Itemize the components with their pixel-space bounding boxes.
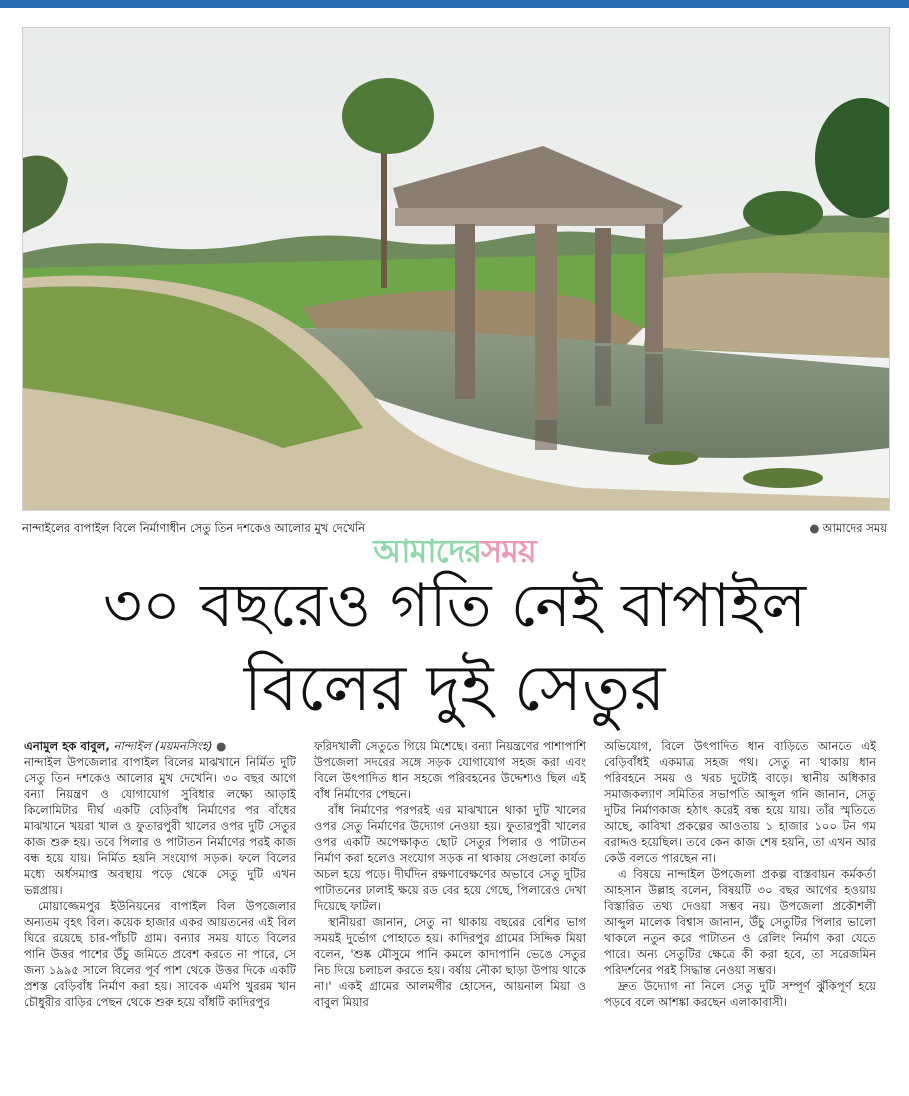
paragraph: এ বিষয়ে নান্দাইল উপজেলা প্রকল্প বাস্তবায়ন কর্মকর্তা আহসান উল্লাহ বলেন, বিষয়টি ৩০ বছর আগের হওয়ায় বিস্তারিত তথ্য দেওয়া সম্ভব নয়। উপজেলা প্রকৌশলী আব্দুল মালেক বিশ্বাস জানান, উঁচু সেতুটির পিলার ভালো থাকলে নতুন করে পাটাতন ও রেলিং নির্মাণ করা যেতে পারে। অন্য সেতুটির ক্ষেত্রে কী করা হবে, তা সরেজমিন পরিদর্শনের পরই সিদ্ধান্ত নেওয়া সম্ভব। <box>604 867 876 977</box>
bridge-photo-illustration <box>23 28 889 510</box>
top-color-rule <box>0 0 909 8</box>
article-column-2 <box>314 738 586 1093</box>
byline <box>24 738 296 754</box>
article-column-1 <box>24 738 296 1093</box>
watermark-part-2: সময় <box>480 532 536 570</box>
paragraph: বাঁধ নির্মাণের পরপরই এর মাঝখানে থাকা দুটি খালের ওপর সেতু নির্মাণের উদ্যোগ নেওয়া হয়। ফুতারপুরী খালের ওপর একটি অপেক্ষাকৃত ছোট সেতুর পিলার ও পাটাতন নির্মাণ করা হলেও সংযোগ সড়ক না থাকায় সেগুলো কার্যত অচল হয়ে পড়ে। দীর্ঘদিন রক্ষণাবেক্ষণের অভাবে সেতু দুটির পাটাতনের ঢালাই ক্ষয়ে রড বের হয়ে গেছে, পিলারেও দেখা দিয়েছে ফাটল। <box>314 803 586 913</box>
byline-location: নান্দাইল (ময়মনসিংহ) <box>113 739 213 753</box>
paragraph: মোয়াজ্জেমপুর ইউনিয়নের বাপাইল বিল উপজেলার অন্যতম বৃহৎ বিল। কয়েক হাজার একর আয়তনের এই বিল ঘিরে রয়েছে চার-পাঁচটি গ্রাম। বন্যার সময় যাতে বিলের পানি উত্তর পাশের উঁচু জমিতে প্রবেশ করতে না পারে, সে জন্য ১৯৯৫ সালে বিলের পূর্ব পাশ থেকে উত্তর দিকে একটি প্রশস্ত বেড়িবাঁধ নির্মাণ করা হয়। সাবেক এমপি খুররম খান চৌধুরীর বাড়ির পেছন থেকে শুরু হয়ে বাঁধটি কাদিরপুর <box>24 899 296 1009</box>
paragraph: নান্দাইল উপজেলার বাপাইল বিলের মাঝখানে নির্মিত দুটি সেতু তিন দশকেও আলোর মুখ দেখেনি। ৩০ বছর আগে বন্যা নিয়ন্ত্রণ ও যোগাযোগ সুবিধার লক্ষ্যে আড়াই কিলোমিটার দীর্ঘ একটি বেড়িবাঁধ নির্মাণের পর বাঁধের মাঝখানে খয়রা খাল ও ফুতারপুরী খালের ওপর দুটি সেতুর কাজ শুরু হয়। তবে পিলার ও পাটাতন নির্মাণের পরই কাজ বন্ধ হয়ে যায়। নির্মিত হয়নি সংযোগ সড়ক। ফলে বিলের মধ্যে অর্ধসমাপ্ত অবস্থায় পড়ে থেকে সেতু দুটি এখন ভগ্নপ্রায়। <box>24 755 296 897</box>
paragraph: ফরিদখালী সেতুতে গিয়ে মিশেছে। বন্যা নিয়ন্ত্রণের পাশাপাশি উপজেলা সদরের সঙ্গে সড়ক যোগাযোগ সহজ করা এবং বিলে উৎপাদিত ধান সহজে পরিবহনের উদ্দেশ্যও ছিল এই বাঁধ নির্মাণের পেছনে। <box>314 739 586 801</box>
headline-line-2: বিলের দুই সেতুর <box>243 652 666 726</box>
credit-bullet-icon: ● <box>809 521 820 535</box>
byline-bullet-icon: ● <box>216 739 227 753</box>
photo-credit-text: আমাদের সময় <box>822 521 887 535</box>
paragraph: দ্রুত উদ্যোগ না নিলে সেতু দুটি সম্পূর্ণ ঝুঁকিপূর্ণ হয়ে পড়বে বলে আশঙ্কা করছেন এলাকাবাসী। <box>604 979 876 1009</box>
watermark-part-1: আমাদের <box>373 532 481 570</box>
paragraph: স্থানীয়রা জানান, সেতু না থাকায় বছরের বেশির ভাগ সময়ই দুর্ভোগ পোহাতে হয়। কাদিরপুর গ্রামের সিদ্দিক মিয়া বলেন, 'শুষ্ক মৌসুমে পানি কমলে কাদাপানি ভেঙে সেতুর নিচ দিয়ে চলাচল করতে হয়। বর্ষায় নৌকা ছাড়া উপায় থাকে না।' একই গ্রামের আলমগীর হোসেন, আয়নাল মিয়া ও বাবুল মিয়ার <box>314 915 586 1009</box>
photo-caption: নান্দাইলের বাপাইল বিলে নির্মাণাধীন সেতু তিন দশকেও আলোর মুখ দেখেনি <box>22 521 366 535</box>
byline-name: এনামুল হক বাবুল, <box>24 739 110 753</box>
headline-line-1: ৩০ বছরেও গতি নেই বাপাইল <box>102 571 807 641</box>
paragraph: অভিযোগ, বিলে উৎপাদিত ধান বাড়িতে আনতে এই বেড়িবাঁধই একমাত্র সহজ পথ। সেতু না থাকায় ধান পরিবহনে সময় ও খরচ দুটোই বাড়ে। স্থানীয় অধিকার সমাজকল্যাণ সমিতির সভাপতি আব্দুল গনি জানান, সেতু দুটির নির্মাণকাজ হঠাৎ করেই বন্ধ হয়ে যায়। তাঁর স্মৃতিতে আছে, কাবিখা প্রকল্পের আওতায় ১ হাজার ১০০ টন গম বরাদ্দও হয়েছিল। তবে কেন কাজ শেষ হয়নি, তা এখন আর কেউ বলতে পারছেন না। <box>604 739 876 865</box>
article-column-3 <box>604 738 876 1093</box>
news-photo-bridge <box>22 27 890 511</box>
